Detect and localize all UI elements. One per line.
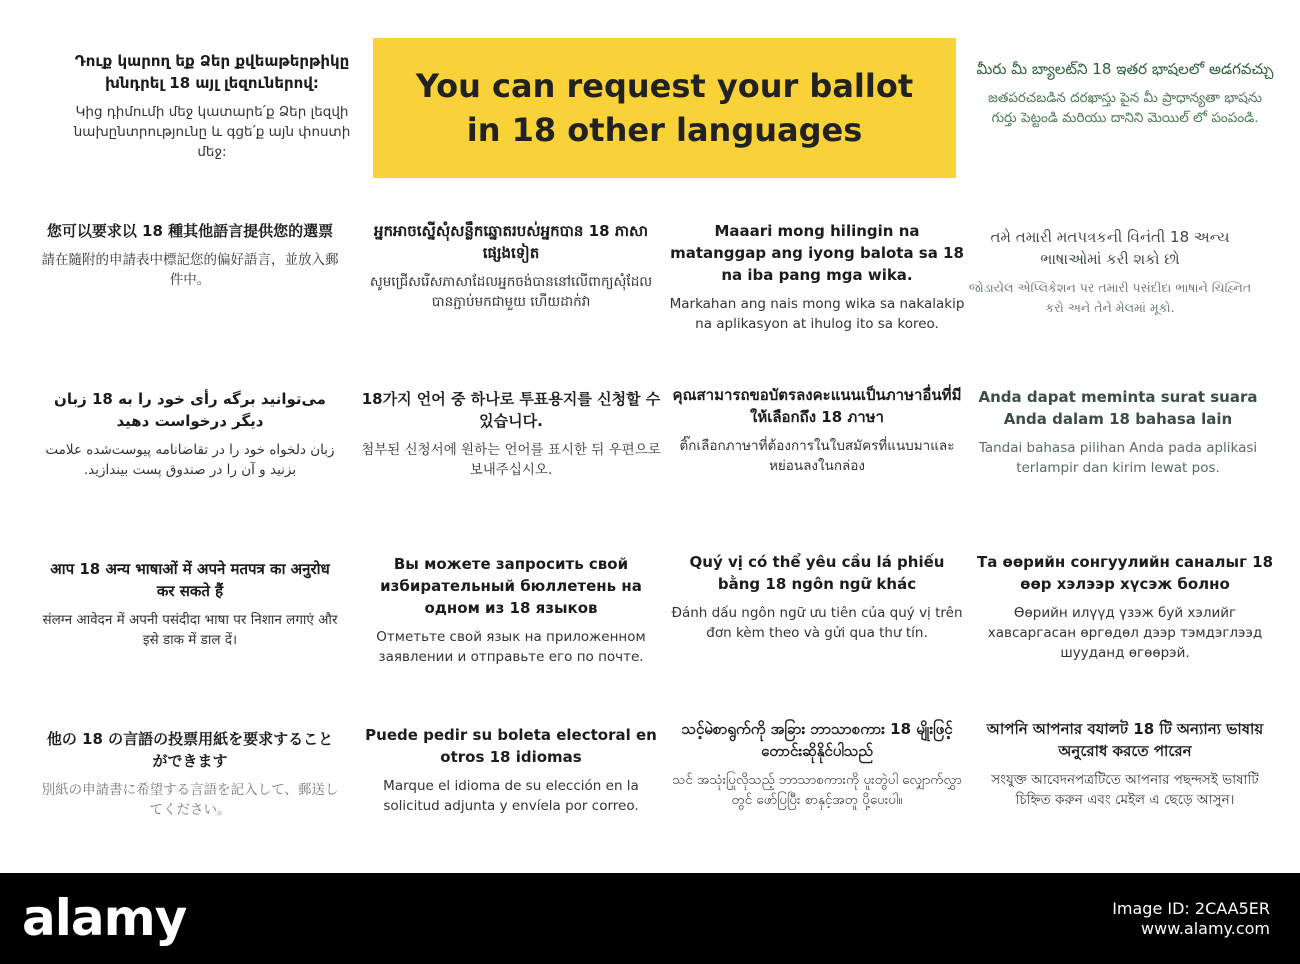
hindi-body: संलग्न आवेदन में अपनी पसंदीदा भाषा पर निशान लगाएं और इसे डाक में डाल दें।	[42, 612, 338, 648]
chinese-body: 請在隨附的申請表中標記您的偏好語言，並放入郵件中。	[41, 252, 339, 288]
khmer-heading: អ្នកអាចស្នើសុំសន្លឹកឆ្នោតរបស់អ្នកបាន 18 ភាសាផ្សេងទៀត	[373, 222, 649, 262]
armenian-body: Կից դիմումի մեջ կատարե՛ք Ձեր լեզվի նախընտրությունը և գցե՛ք այն փոստի մեջ:	[73, 104, 351, 160]
chinese-heading: 您可以要求以 18 種其他語言提供您的選票	[46, 222, 334, 240]
gujarati-body: જોડાયેલ એપ્લિકેશન પર તમારી પસંદીદા ભાષાને ચિહ્નિત કરો અને તેને મેલમાં મૂકો.	[968, 280, 1252, 315]
watermark-bar	[0, 873, 1300, 964]
spanish-body: Marque el idioma de su elección en la solicitud adjunta y envíela por correo.	[383, 778, 639, 814]
burmese-block	[667, 718, 967, 810]
khmer-body: សូមជ្រើសរើសភាសាដែលអ្នកចង់បាននៅលើពាក្យសុំដែលបានភ្ជាប់មកជាមួយ ហើយដាក់វា	[369, 274, 653, 310]
tagalog-block	[667, 220, 967, 334]
korean-heading: 18가지 언어 중 하나로 투표용지를 신청할 수 있습니다.	[361, 390, 661, 430]
indonesian-block	[968, 386, 1268, 478]
mongolian-heading: Та өөрийн сонгуулийн саналыг 18 өөр хэлээр хүсэж болно	[976, 553, 1274, 593]
thai-block	[667, 384, 967, 476]
hero-banner	[373, 38, 956, 178]
indonesian-heading: Anda dapat meminta surat suara Anda dalam 18 bahasa lain	[978, 388, 1258, 428]
japanese-heading: 他の 18 の言語の投票用紙を要求することができます	[46, 730, 334, 770]
farsi-block	[40, 388, 340, 480]
gujarati-block	[960, 226, 1260, 318]
gujarati-heading: તમે તમારી મતપત્રકની વિનંતી 18 અન્ય ભાષાઓમાં કરી શકો છો	[990, 228, 1230, 268]
spanish-heading: Puede pedir su boleta electoral en otros 18 idiomas	[365, 726, 657, 766]
armenian-block	[62, 50, 362, 162]
telugu-block	[975, 58, 1275, 128]
tagalog-heading: Maaari mong hilingin na matanggap ang iyong balota sa 18 na iba pang mga wika.	[670, 222, 964, 284]
bengali-block	[975, 718, 1275, 810]
alamy-logo: alamy	[22, 889, 187, 947]
bengali-heading: আপনি আপনার বযালট 18 টি অন্যান্য ভাষায় অনুরোধ করতে পারেন	[986, 720, 1264, 760]
vietnamese-body: Đánh dấu ngôn ngữ ưu tiên của quý vị trên đơn kèm theo và gửi qua thư tín.	[671, 605, 963, 641]
image-id-text: Image ID: 2CAA5ER	[1112, 899, 1270, 918]
mongolian-block	[975, 551, 1275, 663]
japanese-body: 別紙の申請書に希望する言語を記入して、郵送してください。	[41, 782, 339, 818]
image-credit	[1112, 899, 1270, 939]
hero-title: You can request your ballot in 18 other languages	[415, 67, 914, 149]
spanish-block	[361, 724, 661, 816]
burmese-heading: သင့်မဲစာရွက်ကို အခြား ဘာသာစကား 18 မျိုးဖြင့် တောင်းဆိုနိုင်ပါသည်	[681, 720, 953, 760]
japanese-block	[40, 728, 340, 820]
vietnamese-block	[667, 551, 967, 643]
bengali-body: সংযুক্ত আবেদনপত্রটিতে আপনার পছন্দসই ভাষাটি চিহ্নিত করুন এবং মেইল এ ছেড়ে আসুন।	[991, 772, 1259, 808]
russian-block	[361, 553, 661, 667]
armenian-heading: Դուք կարող եք Ձեր քվեաթերթիկը խնդրել 18 այլ լեզուներով:	[74, 52, 350, 92]
indonesian-body: Tandai bahasa pilihan Anda pada aplikasi terlampir dan kirim lewat pos.	[978, 440, 1258, 476]
russian-heading: Вы можете запросить свой избирательный бюллетень на одном из 18 языков	[380, 555, 642, 617]
hindi-heading: आप 18 अन्य भाषाओं में अपने मतपत्र का अनुरोध कर सकते हैं	[50, 560, 330, 600]
telugu-heading: మీరు మీ బ్యాలట్‌ని 18 ఇతర భాషలలో అడగవచ్చు	[976, 60, 1274, 78]
mongolian-body: Өөрийн илүүд үзэж буй хэлийг хавсаргасан өргөдөл дээр тэмдэглээд шууданд өгөөрэй.	[987, 605, 1263, 661]
site-url-text: www.alamy.com	[1141, 919, 1270, 938]
thai-body: ติ๊กเลือกภาษาที่ต้องการในใบสมัครที่แนบมาและหย่อนลงในกล่อง	[679, 438, 955, 474]
telugu-body: జతపరచబడిన దరఖాస్తు పైన మీ ప్రాధాన్యతా భాషను గుర్తు పెట్టండి మరియు దానిని మెయిల్ లో పంపండి.	[987, 90, 1263, 126]
vietnamese-heading: Quý vị có thể yêu cầu lá phiếu bằng 18 ngôn ngữ khác	[689, 553, 945, 593]
khmer-block	[361, 220, 661, 312]
korean-block	[361, 388, 661, 480]
tagalog-body: Markahan ang nais mong wika sa nakalakip na aplikasyon at ihulog ito sa koreo.	[669, 296, 965, 332]
korean-body: 첨부된 신청서에 원하는 언어를 표시한 뒤 우편으로 보내주십시오.	[361, 442, 661, 478]
farsi-body: زبان دلخواه خود را در تقاضانامه پیوست‌شده علامت بزنید و آن را در صندوق پست بیندازید.	[45, 442, 335, 478]
russian-body: Отметьте свой язык на приложенном заявлении и отправьте его по почте.	[376, 629, 646, 665]
burmese-body: သင် အသုံးပြုလိုသည့် ဘာသာစကားကို ပူးတွဲပါ လျှောက်လွှာတွင် ဖော်ပြပြီး စာနှင့်အတူ ပို့ပေးပါ။	[672, 772, 962, 808]
chinese-block	[40, 220, 340, 290]
hindi-block	[40, 558, 340, 650]
thai-heading: คุณสามารถขอบัตรลงคะแนนเป็นภาษาอื่นที่มีให้เลือกถึง 18 ภาษา	[672, 386, 962, 426]
farsi-heading: می‌توانید برگه رأی خود را به 18 زبان دیگر درخواست دهید	[54, 390, 326, 430]
